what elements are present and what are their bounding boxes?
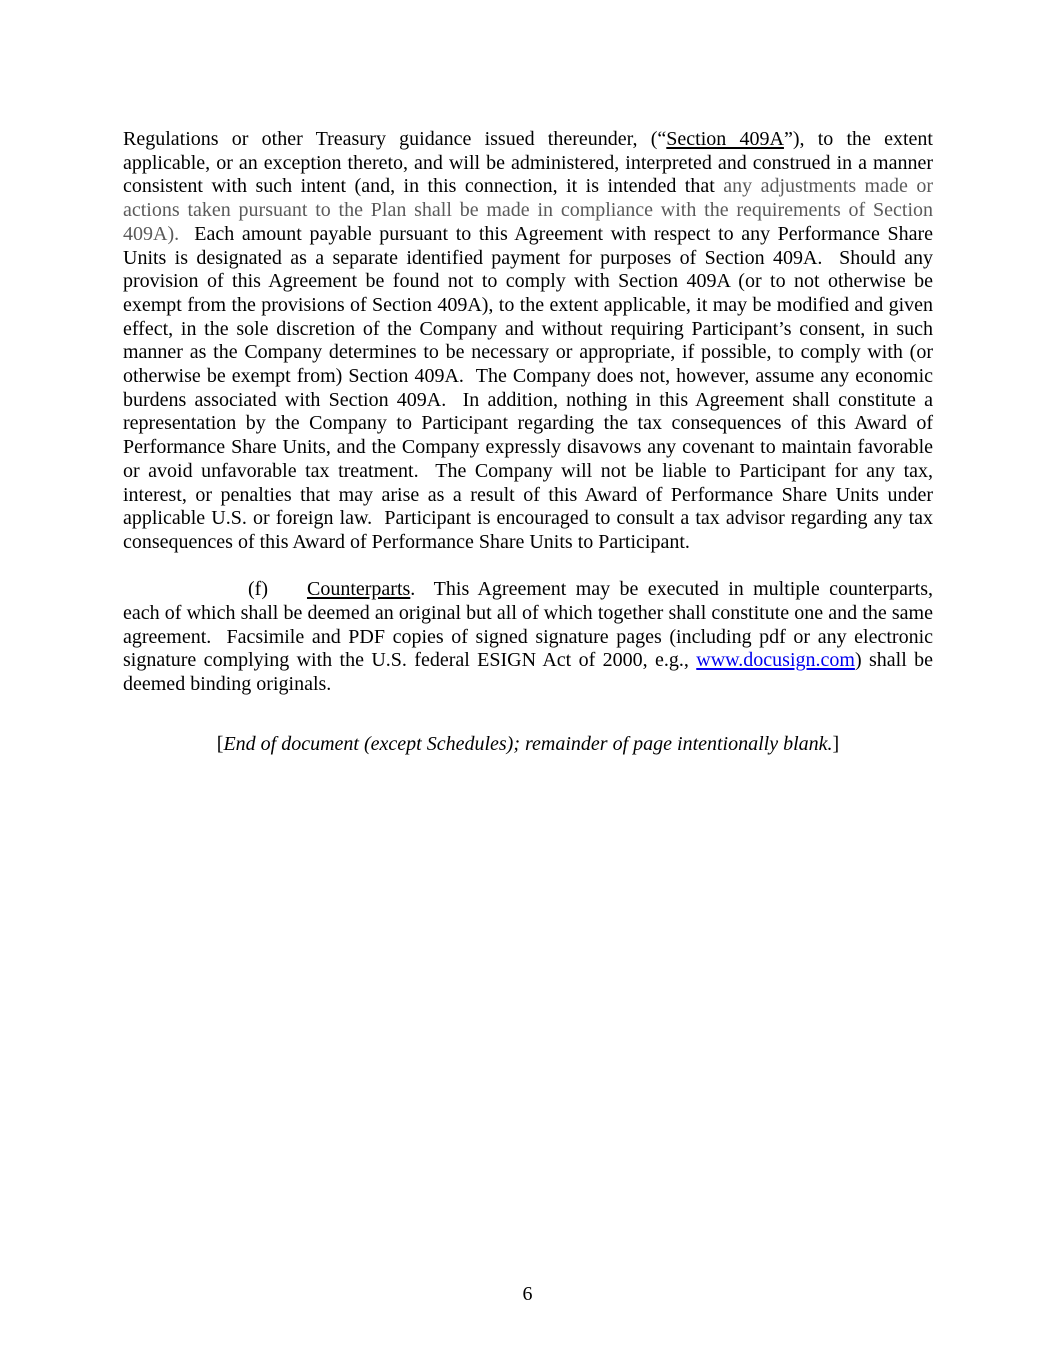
bracket-open: [ <box>216 732 224 755</box>
page-number: 6 <box>522 1283 533 1305</box>
docusign-link[interactable]: www.docusign.com <box>696 649 855 672</box>
end-of-document-text: End of document (except Schedules); remainder of page intentionally blank. <box>223 732 833 755</box>
defined-term-section-409a: Section 409A <box>666 128 784 150</box>
page-body <box>123 128 933 757</box>
bracket-close: ] <box>832 732 840 755</box>
end-of-document-note <box>123 733 933 757</box>
body-text: ”), to the extent applicable, or an exception thereto, and will be administered, interpreted and construed in a manner consistent with such intent (and, in this connection, it is intended that <box>123 128 933 198</box>
paragraph-counterparts <box>123 578 933 697</box>
inserted-text-gray: any adjustments made or actions taken pursuant to the Plan shall be made in compliance with the requirements of Section 409A). <box>123 175 933 245</box>
clause-letter-f: (f) <box>248 578 268 601</box>
paragraph-section-409a <box>123 128 933 555</box>
body-text: . This Agreement may be executed in multiple counterparts, each of which shall be deemed an original but all of which together shall constitute one and the same agreement. Facsimile and PDF copies of signed signature pages (including pdf or any electronic signature complying with the U.S. federal ESIGN Act of 2000, e.g., <box>123 578 933 672</box>
counterparts-heading: Counterparts <box>306 578 411 601</box>
body-text: Each amount payable pursuant to this Agreement with respect to any Performance Share Units is designated as a separate identified payment for purposes of Section 409A. Should any provision of this Agreement be found not to comply with Section 409A (or to not otherwise be exempt from the provisions of Section 409A), to the extent applicable, it may be modified and given effect, in the sole discretion of the Company and without requiring Participant’s consent, in such manner as the Company determines to be necessary or appropriate, if possible, to comply with (or otherwise be exempt from) Section 409A. The Company does not, however, assume any economic burdens associated with Section 409A. In addition, nothing in this Agreement shall constitute a representation by the Company to Participant regarding the tax consequences of this Award of Performance Share Units, and the Company expressly disavows any covenant to maintain favorable or avoid unfavorable tax treatment. The Company will not be liable to Participant for any tax, interest, or penalties that may arise as a result of this Award of Performance Share Units under applicable U.S. or foreign law. Participant is encouraged to consult a tax advisor regarding any tax consequences of this Award of Performance Share Units to Participant. <box>123 222 933 553</box>
body-text: Regulations or other Treasury guidance issued thereunder, (“ <box>123 128 667 150</box>
body-text: ) shall be deemed binding originals. <box>123 649 933 696</box>
